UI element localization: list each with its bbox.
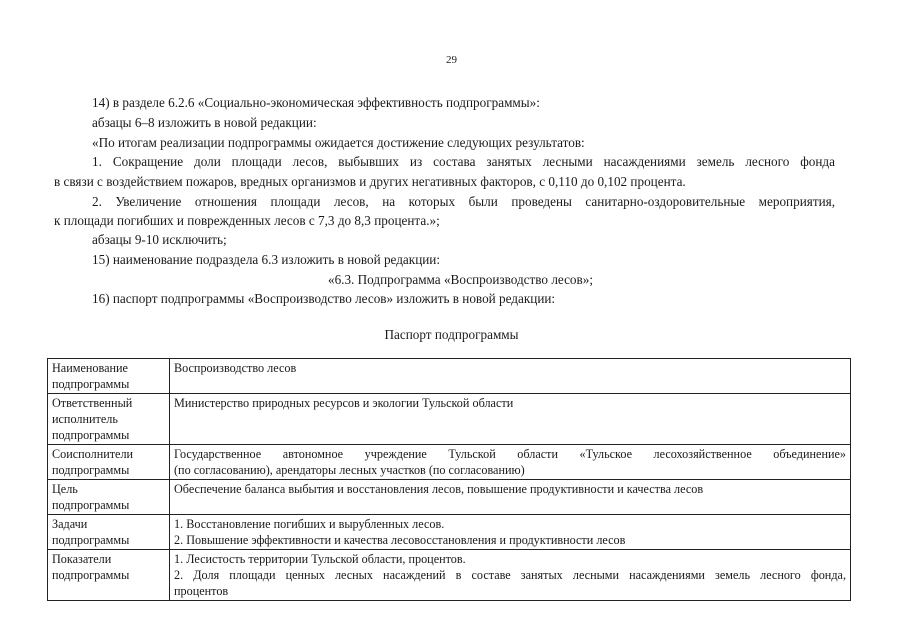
passport-row-label (48, 515, 170, 550)
passport-value-line: процентов (174, 584, 229, 598)
passport-label-line: подпрограммы (52, 463, 130, 477)
passport-label-line: подпрограммы (52, 428, 130, 442)
paragraph-item-16: 16) паспорт подпрограммы «Воспроизводство лесов» изложить в новой редакции: (92, 291, 556, 306)
passport-row-value (170, 394, 851, 445)
passport-label-line: Показатели (52, 552, 112, 566)
paragraph-paragraphs-6-8: абзацы 6–8 изложить в новой редакции: (92, 115, 317, 130)
passport-row-value (170, 445, 851, 480)
passport-label-line: исполнитель (52, 412, 118, 426)
passport-label-line: Соисполнители (52, 447, 134, 461)
passport-value-line: Министерство природных ресурсов и экологии Тульской области (174, 396, 514, 410)
passport-row (48, 480, 851, 515)
passport-value-line: (по согласованию), арендаторы лесных участков (по согласованию) (174, 463, 525, 477)
passport-label-line: подпрограммы (52, 377, 130, 391)
paragraph-subsection-title: «6.3. Подпрограмма «Воспроизводство лесов»; (327, 272, 594, 287)
paragraph-result-1-line-1: 1. Сокращение доли площади лесов, выбывших из состава занятых лесными насаждениями земель лесного фонда (92, 154, 835, 169)
passport-row-label (48, 445, 170, 480)
passport-row-label (48, 359, 170, 394)
passport-table (47, 358, 851, 601)
passport-row-value (170, 515, 851, 550)
passport-value-line: Воспроизводство лесов (174, 361, 297, 375)
passport-value-line: 2. Повышение эффективности и качества лесовосстановления и продуктивности лесов (174, 533, 626, 547)
passport-row (48, 445, 851, 480)
passport-title: Паспорт подпрограммы (384, 327, 519, 342)
passport-label-line: подпрограммы (52, 498, 130, 512)
paragraph-item-15: 15) наименование подраздела 6.3 изложить в новой редакции: (92, 252, 441, 267)
passport-label-line: Задачи (52, 517, 88, 531)
passport-row-label (48, 480, 170, 515)
paragraph-result-2-line-2: к площади погибших и поврежденных лесов с 7,3 до 8,3 процента.»; (54, 213, 440, 228)
passport-row (48, 515, 851, 550)
passport-row-label (48, 550, 170, 601)
passport-label-line: Ответственный (52, 396, 133, 410)
paragraph-item-14: 14) в разделе 6.2.6 «Социально-экономическая эффективность подпрограммы»: (92, 95, 540, 110)
paragraph-result-2-line-1: 2. Увеличение отношения площади лесов, на которых были проведены санитарно-оздоровительные мероприятия, (92, 194, 835, 209)
passport-label-line: Наименование (52, 361, 128, 375)
page-number: 29 (446, 54, 457, 66)
passport-row-value (170, 550, 851, 601)
passport-value-line: Государственное автономное учреждение Тульской области «Тульское лесохозяйственное объединение» (174, 447, 846, 461)
passport-value-line: 1. Лесистость территории Тульской области, процентов. (174, 552, 466, 566)
passport-value-line: 1. Восстановление погибших и вырубленных лесов. (174, 517, 445, 531)
paragraph-result-1-line-2: в связи с воздействием пожаров, вредных организмов и других негативных факторов, с 0,110 до 0,102 процента. (54, 174, 686, 189)
passport-label-line: Цель (52, 482, 78, 496)
paragraph-results-intro: «По итогам реализации подпрограммы ожидается достижение следующих результатов: (92, 135, 585, 150)
passport-label-line: подпрограммы (52, 568, 130, 582)
passport-row-value (170, 480, 851, 515)
paragraph-paragraphs-9-10: абзацы 9-10 исключить; (92, 232, 227, 247)
passport-value-line: 2. Доля площади ценных лесных насаждений в составе занятых лесными насаждениями земель лесного фонда, (174, 568, 846, 582)
passport-row-label (48, 394, 170, 445)
passport-row (48, 550, 851, 601)
passport-row-value (170, 359, 851, 394)
passport-value-line: Обеспечение баланса выбытия и восстановления лесов, повышение продуктивности и качества лесов (174, 482, 704, 496)
passport-row (48, 394, 851, 445)
passport-row (48, 359, 851, 394)
passport-label-line: подпрограммы (52, 533, 130, 547)
